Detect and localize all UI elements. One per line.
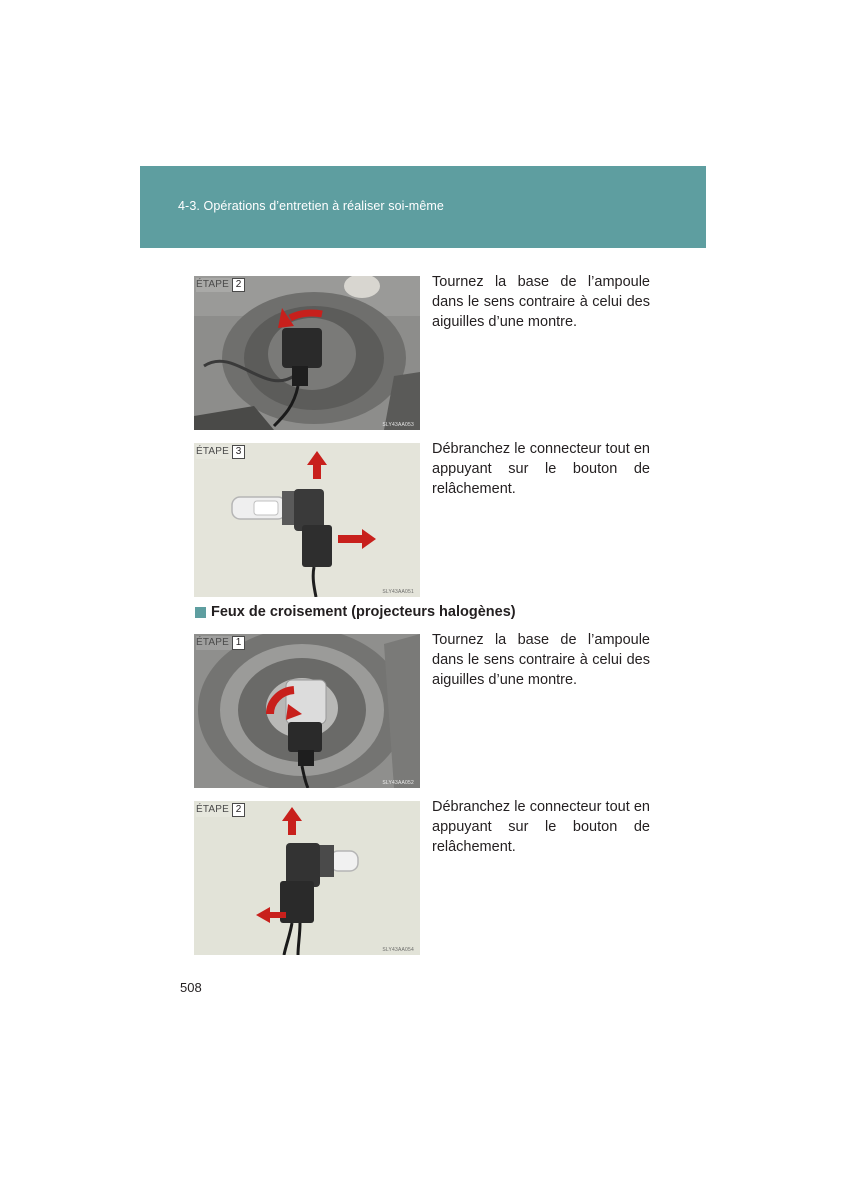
- step-instruction: Tournez la base de l’ampoule dans le sens contraire à celui des aiguilles d’une montre.: [432, 632, 650, 688]
- bulb-rotate-illustration: [194, 276, 420, 430]
- lowbeam-rotate-illustration: [194, 634, 420, 788]
- photo-code: SLY43AA053: [382, 422, 414, 428]
- step-badge: [196, 278, 245, 292]
- page-number: 508: [180, 980, 202, 995]
- connector-release-photo: [194, 443, 420, 597]
- section-title: Feux de croisement (projecteurs halogènes): [211, 604, 516, 620]
- photo-code: SLY43AA054: [382, 947, 414, 953]
- section-heading: [195, 604, 516, 620]
- lowbeam-connector-illustration: [194, 801, 420, 955]
- step-number: 2: [232, 803, 245, 817]
- step-instruction: Débranchez le connecteur tout en appuyant sur le bouton de relâchement.: [432, 441, 650, 497]
- step-label: ÉTAPE: [196, 636, 232, 650]
- step-label: ÉTAPE: [196, 278, 232, 292]
- chapter-header-bar: [140, 166, 706, 248]
- step-label: ÉTAPE: [196, 803, 232, 817]
- connector-release-illustration: [194, 443, 420, 597]
- step-number: 2: [232, 278, 245, 292]
- step-badge: [196, 636, 245, 650]
- step-instruction: Tournez la base de l’ampoule dans le sens contraire à celui des aiguilles d’une montre.: [432, 274, 650, 330]
- step-label: ÉTAPE: [196, 445, 232, 459]
- step-badge: [196, 803, 245, 817]
- chapter-title: 4-3. Opérations d’entretien à réaliser soi-même: [178, 199, 444, 213]
- photo-code: SLY43AA051: [382, 589, 414, 595]
- section-square-icon: [195, 607, 206, 618]
- step-number: 1: [232, 636, 245, 650]
- step-number: 3: [232, 445, 245, 459]
- step-instruction: Débranchez le connecteur tout en appuyant sur le bouton de relâchement.: [432, 799, 650, 855]
- bulb-rotate-photo: [194, 276, 420, 430]
- step-badge: [196, 445, 245, 459]
- lowbeam-connector-photo: [194, 801, 420, 955]
- photo-code: SLY43AA052: [382, 780, 414, 786]
- lowbeam-rotate-photo: [194, 634, 420, 788]
